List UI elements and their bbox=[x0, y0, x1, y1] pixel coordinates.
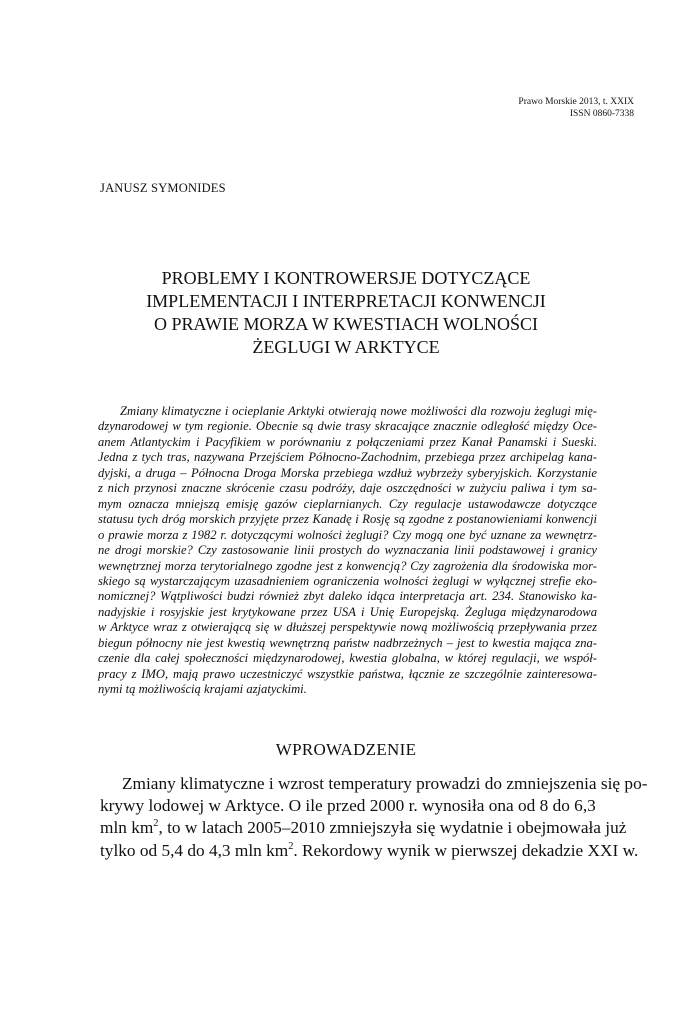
superscript: 2 bbox=[288, 840, 294, 852]
body-text-fragment: tylko od 5,4 do 4,3 mln km bbox=[100, 840, 289, 860]
abstract bbox=[98, 404, 597, 698]
title-line: IMPLEMENTACJI I INTERPRETACJI KONWENCJI bbox=[146, 291, 546, 311]
body-line bbox=[100, 840, 639, 862]
abstract-line: nymi tą możliwością krajami azjatyckimi. bbox=[98, 682, 307, 697]
journal-citation: Prawo Morskie 2013, t. XXIX bbox=[518, 97, 634, 107]
title-line: ŻEGLUGI W ARKTYCE bbox=[252, 337, 440, 357]
abstract-line: skiego są wystarczającym uzasadnieniem ograniczenia wolności żeglugi w wyłącznej strefie eko- bbox=[98, 573, 597, 588]
author-name: JANUSZ SYMONIDES bbox=[100, 181, 226, 195]
abstract-line: czenie dla całej społeczności międzynarodowej, kwestia globalna, w której regulacji, we współ- bbox=[98, 651, 597, 666]
abstract-line: mym oznacza mniejszą emisję gazów cieplarnianych. Czy regulacje ustawodawcze dotyczące bbox=[98, 496, 597, 511]
superscript: 2 bbox=[153, 818, 159, 830]
title-line: PROBLEMY I KONTROWERSJE DOTYCZĄCE bbox=[161, 268, 531, 288]
paper-title bbox=[100, 267, 592, 359]
body-line bbox=[100, 817, 627, 839]
abstract-line: biegun północny nie jest kwestią wewnętrzną państw nadbrzeżnych – jest to kwestia mająca zna- bbox=[98, 635, 597, 650]
body-line: Zmiany klimatyczne i wzrost temperatury prowadzi do zmniejszenia się po- bbox=[122, 774, 648, 793]
abstract-line: nomicznej? Wątpliwości budzi również zbyt daleko idąca interpretacja art. 234. Stanowisko ka- bbox=[98, 589, 597, 604]
abstract-line: wewnętrznej morza terytorialnego zgodne jest z konwencją? Czy zagrożenia dla środowiska mor- bbox=[98, 558, 597, 573]
body-text-fragment: , to w latach 2005–2010 zmniejszyła się wydatnie i obejmowała już bbox=[158, 818, 627, 838]
abstract-line: anem Atlantyckim i Pacyfikiem w porównaniu z połączeniami przez Kanał Panamski i Sueski. bbox=[98, 434, 597, 449]
abstract-line: Jedna z tych tras, nazywana Przejściem Północno-Zachodnim, przebiega przez archipelag kana- bbox=[98, 450, 597, 465]
body-paragraph bbox=[100, 773, 648, 862]
abstract-line: dzynarodowej w tym regionie. Obecnie są dwie trasy skracające znacznie odległość między Oce- bbox=[98, 419, 597, 434]
section-heading: WPROWADZENIE bbox=[275, 740, 417, 759]
body-text-fragment: mln km bbox=[100, 818, 154, 838]
abstract-line: o prawie morza z 1982 r. dotyczącymi wolności żeglugi? Czy mogą one być uznane za wewnętrz- bbox=[98, 527, 597, 542]
abstract-line: w Arktyce wraz z otwierającą się w dłuższej perspektywie nową możliwością przepływania przez bbox=[98, 620, 597, 635]
abstract-line: pracy z IMO, mają prawo uczestniczyć wszystkie państwa, łącznie ze szczególnie zainteresowa- bbox=[98, 666, 597, 681]
abstract-line: ne drogi morskie? Czy zastosowanie linii prostych do wyznaczania linii podstawowej i granicy bbox=[98, 543, 597, 558]
abstract-line: Zmiany klimatyczne i ocieplanie Arktyki otwierają nowe możliwości dla rozwoju żeglugi mię- bbox=[120, 404, 597, 418]
abstract-line: z nich przynosi znaczne skrócenie czasu podróży, daje oszczędności w zużyciu paliwa i tym sa- bbox=[98, 481, 597, 496]
journal-issn: ISSN 0860-7338 bbox=[569, 109, 634, 119]
body-text-fragment: . Rekordowy wynik w pierwszej dekadzie XXI w. bbox=[293, 840, 639, 860]
abstract-line: dyjski, a druga – Północna Droga Morska przebiega wzdłuż wybrzeży syberyjskich. Korzystanie bbox=[98, 465, 597, 480]
abstract-line: statusu tych dróg morskich przyjęte przez Kanadę i Rosję są zgodne z postanowieniami konwencji bbox=[98, 512, 597, 527]
body-line: krywy lodowej w Arktyce. O ile przed 2000 r. wynosiła ona od 8 do 6,3 bbox=[100, 796, 596, 816]
abstract-line: nadyjskie i rosyjskie jest krytykowane przez USA i Unię Europejską. Żegluga międzynarodowa bbox=[98, 604, 597, 619]
journal-header bbox=[518, 96, 634, 120]
title-line: O PRAWIE MORZA W KWESTIACH WOLNOŚCI bbox=[153, 314, 539, 334]
